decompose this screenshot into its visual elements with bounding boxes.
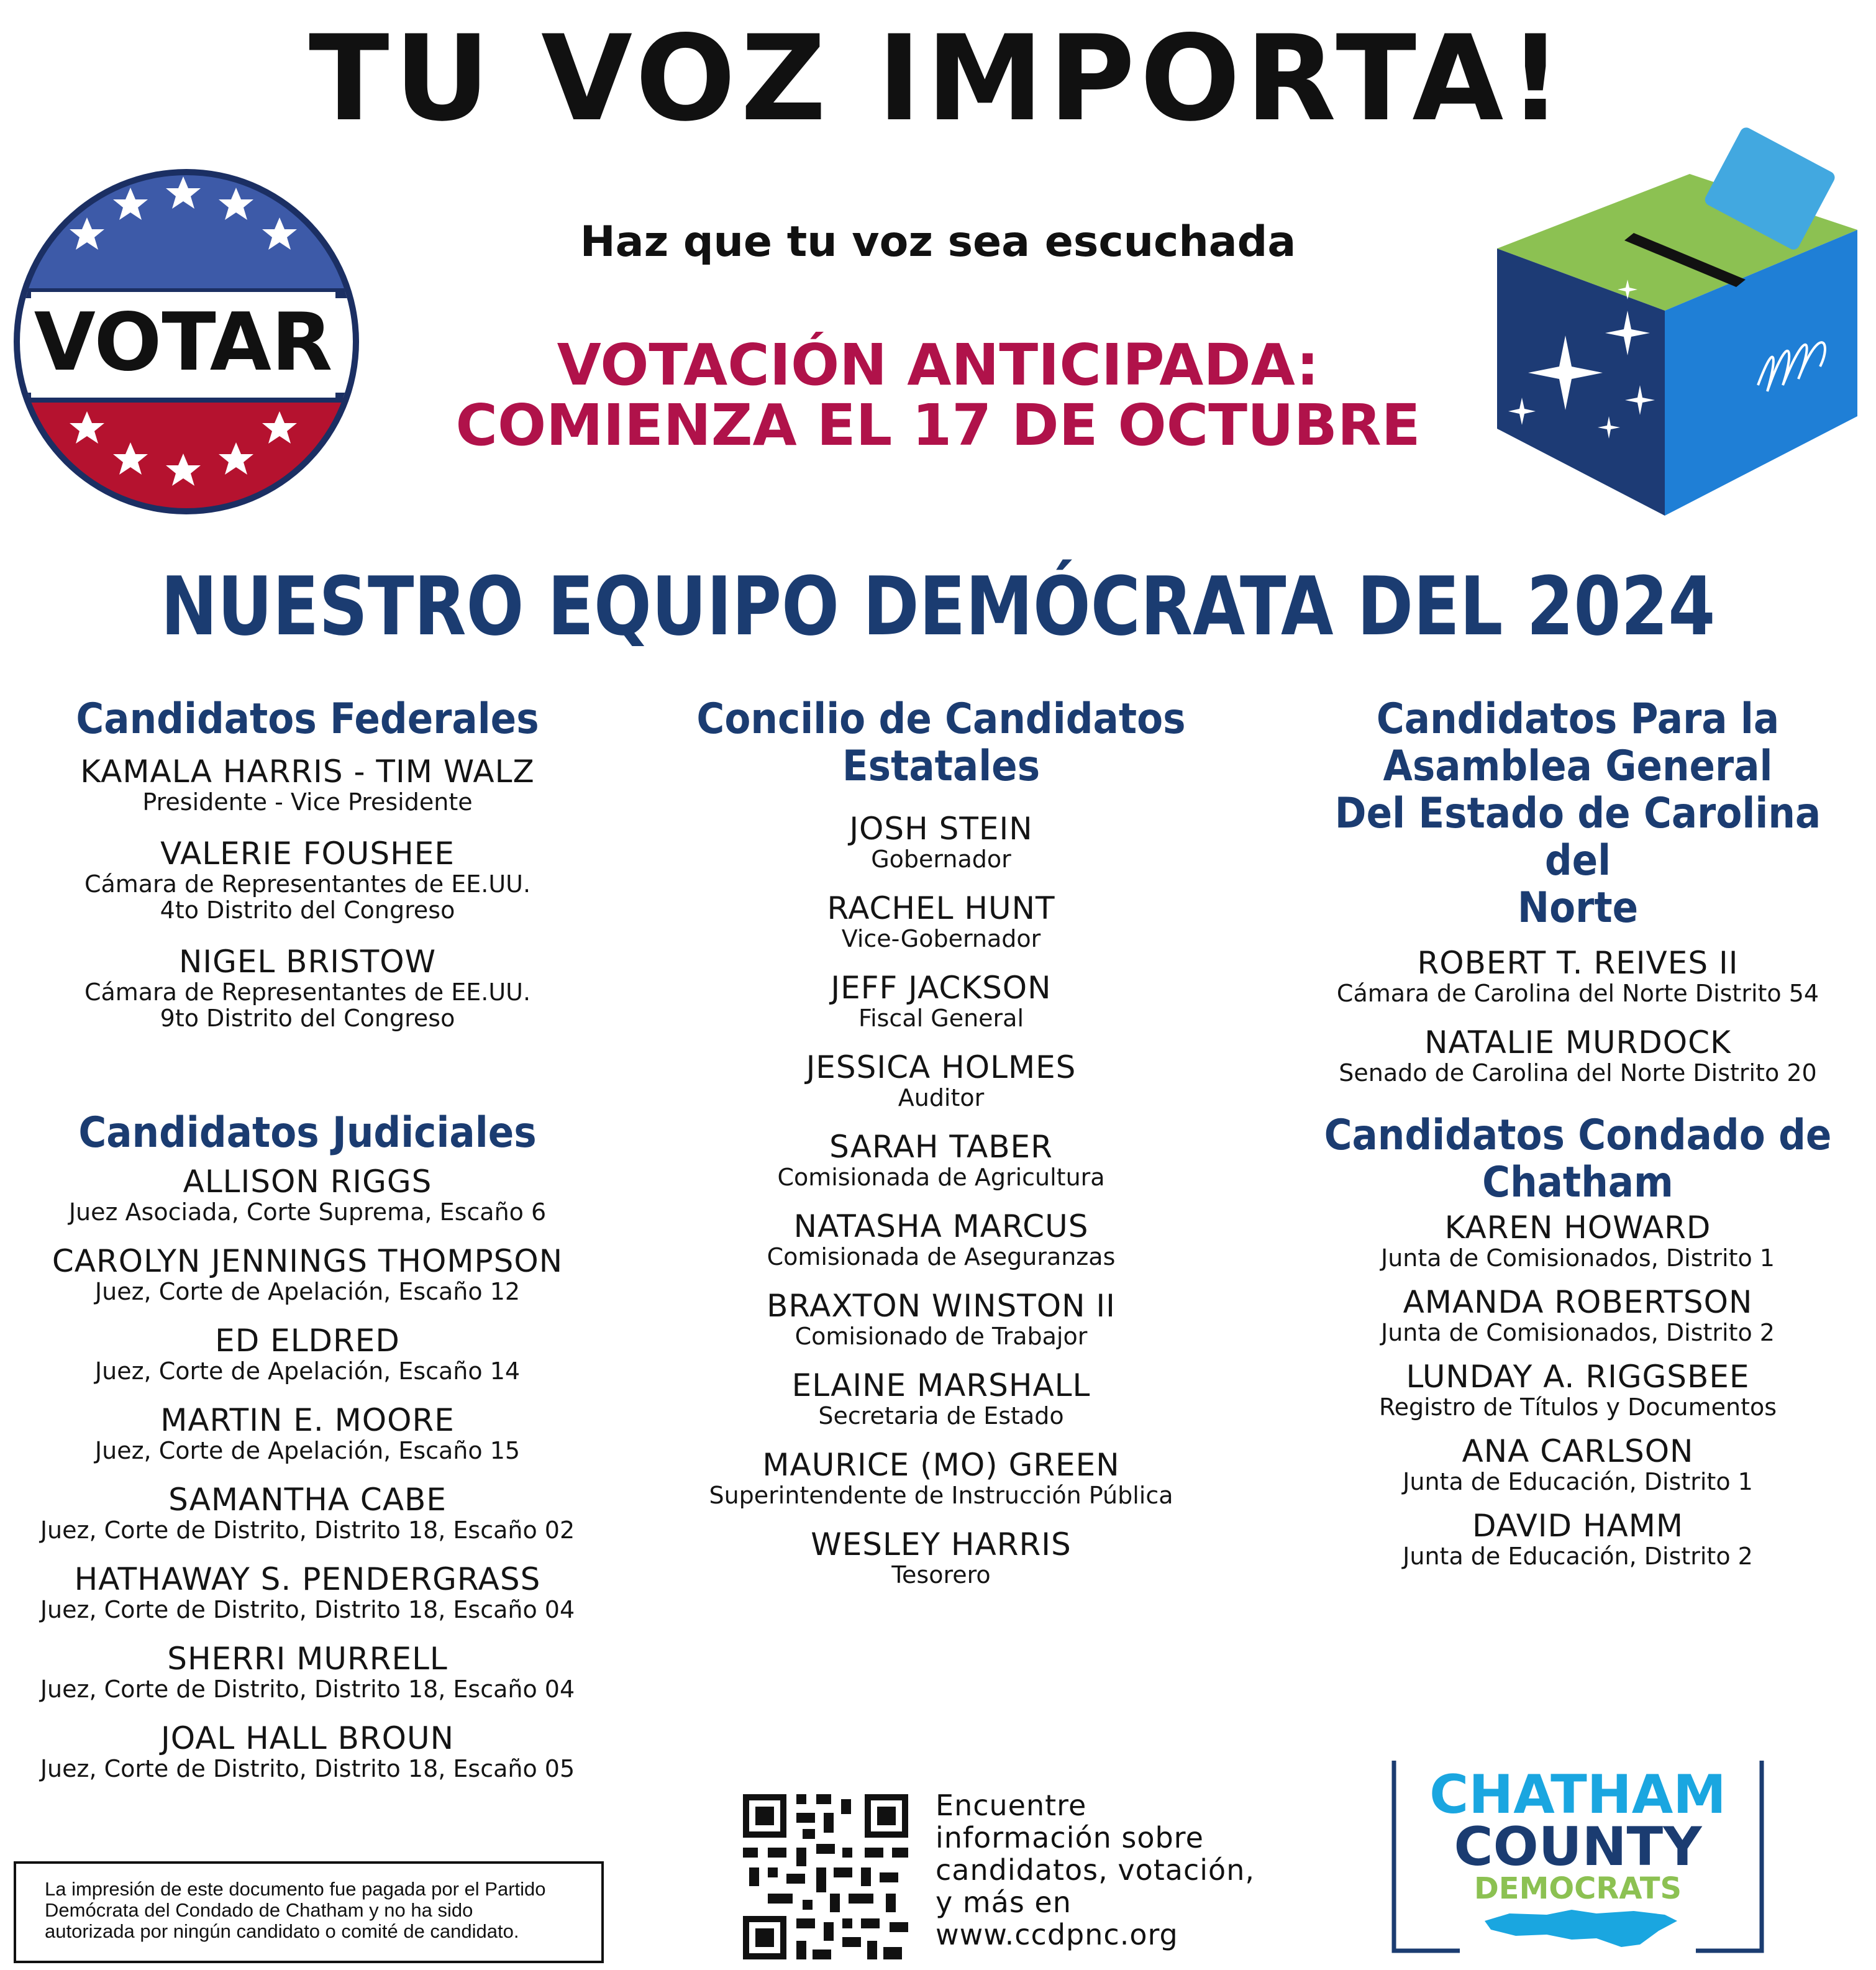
candidate-role: Juez, Corte de Apelación, Escaño 15	[94, 1437, 521, 1464]
candidate-name: JOSH STEIN	[849, 811, 1033, 847]
federal-section	[0, 696, 615, 1052]
candidate	[1280, 1434, 1876, 1495]
state-section	[646, 696, 1236, 1588]
candidate-name: JOAL HALL BROUN	[161, 1720, 454, 1756]
candidate-name: ED ELDRED	[215, 1323, 400, 1359]
county-title	[1309, 1112, 1846, 1206]
candidate-role: Registro de Títulos y Documentos	[1378, 1393, 1777, 1421]
candidate	[0, 754, 615, 815]
state-title-line: Concilio de Candidatos	[696, 695, 1186, 744]
candidate-name: MARTIN E. MOORE	[160, 1402, 455, 1438]
candidate-name: NATASHA MARCUS	[793, 1208, 1089, 1244]
candidate-name: HATHAWAY S. PENDERGRASS	[74, 1561, 541, 1597]
candidate-role: Junta de Comisionados, Distrito 1	[1381, 1244, 1775, 1272]
candidate	[0, 1482, 615, 1543]
candidate-name: JESSICA HOLMES	[806, 1049, 1077, 1085]
candidate	[0, 1562, 615, 1623]
candidate-role: Junta de Educación, Distrito 2	[1403, 1543, 1753, 1570]
early-voting-line-2: COMIENZA EL 17 DE OCTUBRE	[455, 391, 1421, 458]
candidate-name: SAMANTHA CABE	[168, 1482, 447, 1518]
candidate-name: WESLEY HARRIS	[811, 1526, 1072, 1562]
county-title-line: Chatham	[1482, 1158, 1673, 1207]
team-title: NUESTRO EQUIPO DEMÓCRATA DEL 2024	[160, 559, 1716, 654]
logo-line-democrats: DEMOCRATS	[1473, 1871, 1682, 1906]
logo-line-county: COUNTY	[1454, 1816, 1702, 1878]
candidate	[0, 944, 615, 1031]
disclaimer-line: Demócrata del Condado de Chatham y no ha sido	[45, 1899, 473, 1921]
candidate-name: RACHEL HUNT	[827, 890, 1055, 926]
candidate	[0, 1641, 615, 1702]
candidate	[646, 1527, 1236, 1588]
candidate	[646, 1209, 1236, 1270]
chatham-county-democrats-logo	[1385, 1758, 1770, 1963]
candidate-name: MAURICE (MO) GREEN	[762, 1447, 1120, 1483]
candidate	[0, 1164, 615, 1225]
candidate-role: Juez, Corte de Apelación, Escaño 14	[94, 1357, 521, 1385]
candidate-name: ROBERT T. REIVES II	[1417, 945, 1739, 981]
candidate	[646, 1368, 1236, 1429]
candidate-name: AMANDA ROBERTSON	[1403, 1284, 1753, 1320]
paid-for-disclaimer	[14, 1861, 604, 1963]
candidate	[1280, 1508, 1876, 1569]
candidate	[646, 1288, 1236, 1349]
candidate-role: Juez, Corte de Distrito, Distrito 18, Escaño 04	[40, 1676, 575, 1703]
candidate-role: Superintendente de Instrucción Pública	[709, 1482, 1173, 1509]
candidate	[646, 1448, 1236, 1508]
candidate-name: ELAINE MARSHALL	[791, 1367, 1091, 1403]
website-link[interactable]: www.ccdpnc.org	[936, 1918, 1178, 1951]
candidate	[1280, 1210, 1876, 1271]
candidate-name: KAREN HOWARD	[1444, 1210, 1711, 1246]
candidate-role: Cámara de Representantes de EE.UU.	[84, 978, 531, 1006]
candidate-role: 9to Distrito del Congreso	[160, 1005, 455, 1032]
candidate-name: NIGEL BRISTOW	[178, 944, 437, 980]
assembly-title	[1309, 696, 1846, 932]
judicial-title	[31, 1110, 585, 1157]
candidate-role: Auditor	[898, 1084, 985, 1111]
candidate	[1280, 946, 1876, 1006]
candidate-role: Junta de Educación, Distrito 1	[1403, 1468, 1753, 1495]
candidate	[0, 1721, 615, 1782]
federal-title	[31, 696, 585, 743]
north-carolina-map-icon	[1485, 1910, 1677, 1947]
qr-code-icon[interactable]	[743, 1794, 908, 1959]
state-title-line: Estatales	[842, 742, 1040, 791]
candidate-role: Comisionada de Agricultura	[777, 1164, 1105, 1191]
info-line: y más en	[936, 1886, 1072, 1919]
candidate-role: Juez, Corte de Distrito, Distrito 18, Escaño 04	[40, 1596, 575, 1623]
assembly-title-line: Del Estado de Carolina del	[1334, 789, 1821, 885]
county-title-line: Candidatos Condado de	[1324, 1111, 1832, 1160]
early-voting-line-1: VOTACIÓN ANTICIPADA:	[557, 332, 1319, 398]
candidate	[1280, 1359, 1876, 1420]
candidate-name: CAROLYN JENNINGS THOMPSON	[52, 1243, 563, 1279]
candidate-name: SARAH TABER	[829, 1129, 1053, 1165]
headline: TU VOZ IMPORTA!	[308, 10, 1568, 147]
candidate-role: Tesorero	[891, 1561, 991, 1589]
candidate-name: ANA CARLSON	[1462, 1433, 1694, 1469]
candidate-role: Juez, Corte de Distrito, Distrito 18, Escaño 05	[40, 1755, 575, 1782]
candidate-role: Fiscal General	[858, 1005, 1024, 1032]
candidate-name: VALERIE FOUSHEE	[160, 836, 455, 872]
candidate-name: BRAXTON WINSTON II	[767, 1288, 1116, 1324]
info-text	[936, 1789, 1271, 1951]
info-line: información sobre	[936, 1821, 1204, 1854]
candidate-role: Secretaria de Estado	[818, 1402, 1064, 1430]
candidate-name: DAVID HAMM	[1472, 1508, 1684, 1544]
votar-badge-icon	[0, 168, 373, 516]
federal-title-line: Candidatos Federales	[76, 695, 539, 744]
candidate-role: Presidente - Vice Presidente	[142, 788, 473, 816]
candidate-role: Juez Asociada, Corte Suprema, Escaño 6	[68, 1198, 547, 1226]
candidate-name: SHERRI MURRELL	[167, 1641, 448, 1677]
candidate-role: Juez, Corte de Distrito, Distrito 18, Escaño 02	[40, 1516, 575, 1544]
info-line: Encuentre	[936, 1789, 1087, 1822]
assembly-section	[1280, 696, 1876, 1107]
candidate-role: Juez, Corte de Apelación, Escaño 12	[94, 1278, 521, 1305]
candidate	[0, 1403, 615, 1464]
candidate	[646, 970, 1236, 1031]
candidate-role: Gobernador	[871, 846, 1011, 873]
assembly-title-line: Asamblea General	[1383, 742, 1773, 791]
candidate-role: Comisionada de Aseguranzas	[767, 1243, 1116, 1270]
candidate-role: Cámara de Carolina del Norte Distrito 54	[1336, 980, 1819, 1007]
candidate	[1280, 1025, 1876, 1086]
candidate-name: JEFF JACKSON	[831, 970, 1052, 1006]
candidate-role: Comisionado de Trabajor	[795, 1323, 1088, 1350]
disclaimer-line: autorizada por ningún candidato o comité de candidato.	[45, 1920, 519, 1942]
assembly-title-line: Candidatos Para la	[1376, 695, 1780, 744]
candidate-role: Cámara de Representantes de EE.UU.	[84, 870, 531, 898]
county-section	[1280, 1112, 1876, 1569]
candidate-name: LUNDAY A. RIGGSBEE	[1406, 1359, 1750, 1395]
candidate	[0, 1323, 615, 1384]
candidate-role: Senado de Carolina del Norte Distrito 20	[1339, 1059, 1817, 1087]
candidate	[646, 1050, 1236, 1111]
judicial-title-line: Candidatos Judiciales	[78, 1108, 537, 1157]
candidate-role: Vice-Gobernador	[841, 925, 1041, 952]
candidate-name: ALLISON RIGGS	[183, 1164, 432, 1200]
judicial-section	[0, 1110, 615, 1782]
state-title	[676, 696, 1207, 790]
subhead: Haz que tu voz sea escuchada	[580, 217, 1296, 267]
candidate-name: KAMALA HARRIS - TIM WALZ	[80, 754, 535, 790]
logo-line-chatham: CHATHAM	[1429, 1764, 1726, 1826]
disclaimer-line: La impresión de este documento fue pagada por el Partido	[45, 1878, 546, 1900]
badge-label: VOTAR	[34, 296, 333, 389]
candidate	[646, 891, 1236, 952]
candidate-role: 4to Distrito del Congreso	[160, 896, 455, 924]
candidate-name: NATALIE MURDOCK	[1424, 1024, 1731, 1060]
candidate	[646, 811, 1236, 872]
candidate	[1280, 1285, 1876, 1346]
candidate	[646, 1129, 1236, 1190]
candidate	[0, 1244, 615, 1305]
candidate-role: Junta de Comisionados, Distrito 2	[1381, 1319, 1775, 1346]
ballot-box-icon	[1485, 124, 1870, 522]
assembly-title-line: Norte	[1517, 883, 1639, 933]
info-line: candidatos, votación,	[936, 1853, 1255, 1887]
candidate	[0, 836, 615, 923]
